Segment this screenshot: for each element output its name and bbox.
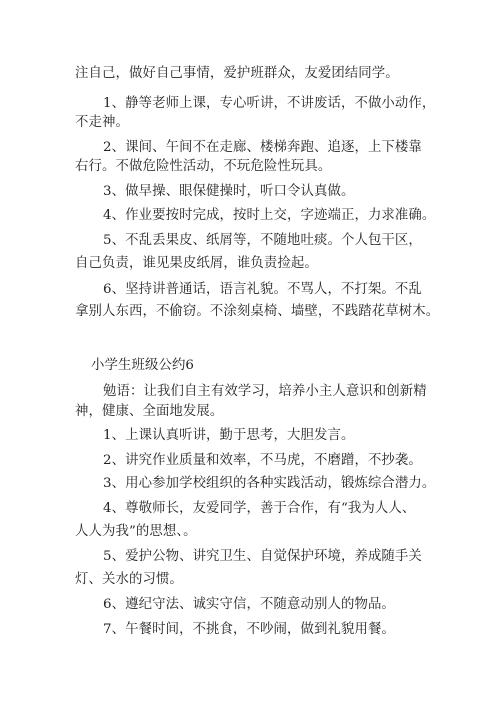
text-line-2: 1、静等老师上课，专心听讲，不讲废话，不做小动作， (103, 96, 436, 111)
text-line-17: 3、用心参加学校组织的各种实践活动，锻炼综合潜力。 (103, 476, 436, 491)
text-line-7: 4、作业要按时完成，按时上交，字迹端正，力求准确。 (103, 208, 436, 223)
text-line-3: 不走神。 (75, 115, 129, 130)
text-line-13: 勉语：让我们自主有效学习，培养小主人意识和创新精 (103, 384, 427, 399)
text-line-22: 6、遵纪守法、诚实守信，不随意动别人的物品。 (103, 597, 395, 612)
text-line-21: 灯、关水的习惯。 (75, 572, 183, 587)
text-line-23: 7、午餐时间，不挑食，不吵闹，做到礼貌用餐。 (103, 622, 395, 637)
text-line-10: 6、坚持讲普通话，语言礼貌。不骂人，不打架。不乱 (103, 282, 422, 297)
text-line-16: 2、讲究作业质量和效率，不马虎，不磨蹭，不抄袭。 (103, 453, 422, 468)
text-line-11: 拿别人东西，不偷窃。不涂刻桌椅、墙壁，不践踏花草树木。 (75, 304, 440, 319)
text-line-6: 3、做早操、眼保健操时，听口令认真做。 (103, 184, 355, 199)
text-line-4: 2、课间、午间不在走廊、楼梯奔跑、追逐，上下楼靠 (103, 140, 422, 155)
text-line-1: 注自己，做好自己事情，爱护班群众，友爱团结同学。 (75, 66, 399, 81)
text-line-9: 自己负责，谁见果皮纸屑，谁负责捡起。 (75, 256, 318, 271)
text-line-14: 神，健康、全面地发展。 (75, 404, 224, 419)
text-line-18: 4、尊敬师长，友爱同学，善于合作，有“我为人人、 (103, 501, 416, 516)
text-line-19: 人人为我”的思想、。 (75, 524, 197, 539)
section-heading: 小学生班级公约6 (91, 358, 195, 373)
text-line-20: 5、爱护公物、讲究卫生、自觉保护环境，养成随手关 (103, 549, 422, 564)
text-line-5: 右行。不做危险性活动，不玩危险性玩具。 (75, 159, 332, 174)
text-line-15: 1、上课认真听讲，勤于思考，大胆发言。 (103, 428, 355, 443)
text-line-8: 5、不乱丢果皮、纸屑等，不随地吐痰。个人包干区， (103, 233, 422, 248)
